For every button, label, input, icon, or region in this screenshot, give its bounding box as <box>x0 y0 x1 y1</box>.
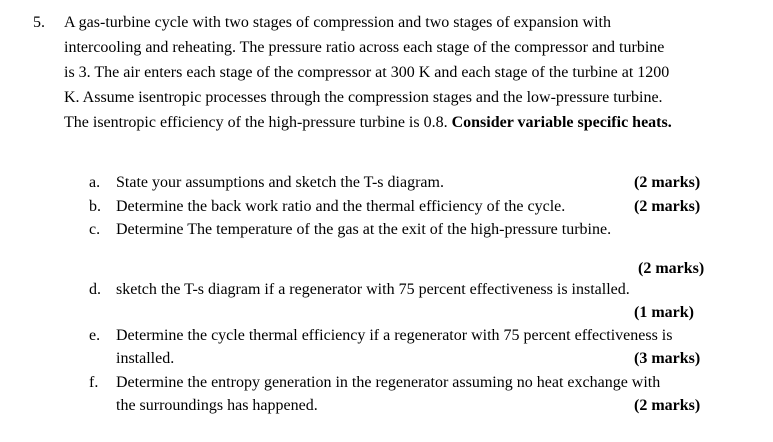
part-c-marks: (2 marks) <box>638 260 705 277</box>
part-b-text: Determine the back work ratio and the thermal efficiency of the cycle. <box>116 198 566 215</box>
part-a-text: State your assumptions and sketch the T-s diagram. <box>116 174 444 191</box>
part-d-marks: (1 mark) <box>634 304 694 321</box>
part-d-letter: d. <box>89 281 101 298</box>
part-d-text: sketch the T-s diagram if a regenerator with 75 percent effectiveness is installed. <box>116 281 630 298</box>
part-b-letter: b. <box>89 198 101 215</box>
question-text-plain: The isentropic efficiency of the high-pressure turbine is 0.8. <box>64 114 452 131</box>
question-text-bold: Consider variable specific heats. <box>451 114 672 131</box>
part-f-marks: (2 marks) <box>634 397 701 414</box>
part-c-text: Determine The temperature of the gas at the exit of the high-pressure turbine. <box>116 221 612 238</box>
part-b-marks: (2 marks) <box>634 198 701 215</box>
question-text-line-5 <box>64 113 672 133</box>
part-c-letter: c. <box>89 221 101 238</box>
question-number: 5. <box>33 14 45 31</box>
question-text-line-4: K. Assume isentropic processes through the compression stages and the low-pressure turbine. <box>64 89 663 106</box>
part-e-text-line-1: Determine the cycle thermal efficiency if a regenerator with 75 percent effectiveness is <box>116 327 673 344</box>
part-f-letter: f. <box>89 374 99 391</box>
part-e-text-line-2: installed. <box>116 350 175 367</box>
question-text-line-3: is 3. The air enters each stage of the compressor at 300 K and each stage of the turbine at 1200 <box>64 64 670 81</box>
part-e-letter: e. <box>89 327 101 344</box>
part-a-marks: (2 marks) <box>634 174 701 191</box>
part-e-marks: (3 marks) <box>634 350 701 367</box>
part-f-text-line-2: the surroundings has happened. <box>116 397 318 414</box>
part-a-letter: a. <box>89 174 101 191</box>
question-text-line-1: A gas-turbine cycle with two stages of compression and two stages of expansion with <box>64 14 611 31</box>
question-text-line-2: intercooling and reheating. The pressure ratio across each stage of the compressor and turbine <box>64 39 665 56</box>
part-f-text-line-1: Determine the entropy generation in the regenerator assuming no heat exchange with <box>116 374 661 391</box>
